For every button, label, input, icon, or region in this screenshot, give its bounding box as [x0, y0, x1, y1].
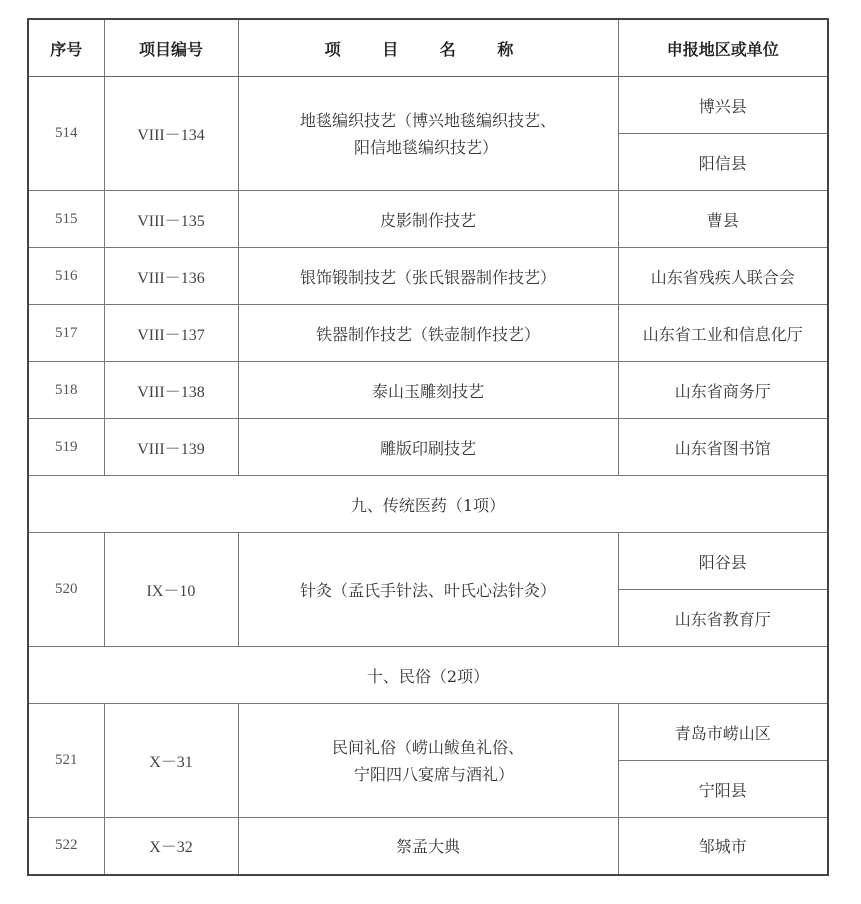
table-row	[28, 191, 828, 248]
applicant-unit: 曹县	[618, 191, 828, 248]
header-applicant-unit: 申报地区或单位	[618, 19, 828, 77]
item-code: VIII－139	[104, 419, 238, 476]
serial-no: 520	[28, 533, 104, 647]
applicant-unit: 青岛市崂山区	[618, 704, 828, 761]
serial-no: 518	[28, 362, 104, 419]
item-code: VIII－137	[104, 305, 238, 362]
table-row	[28, 419, 828, 476]
section-row	[28, 647, 828, 704]
serial-no: 515	[28, 191, 104, 248]
table-row	[28, 77, 828, 134]
item-name: 泰山玉雕刻技艺	[238, 362, 618, 419]
serial-no: 517	[28, 305, 104, 362]
item-code: VIII－138	[104, 362, 238, 419]
table-row	[28, 305, 828, 362]
item-code: IX－10	[104, 533, 238, 647]
item-code: VIII－136	[104, 248, 238, 305]
item-code: VIII－135	[104, 191, 238, 248]
applicant-unit: 阳信县	[618, 134, 828, 191]
applicant-unit: 山东省残疾人联合会	[618, 248, 828, 305]
serial-no: 519	[28, 419, 104, 476]
table-row	[28, 248, 828, 305]
heritage-list-table	[27, 18, 829, 876]
applicant-unit: 山东省商务厅	[618, 362, 828, 419]
applicant-unit: 山东省图书馆	[618, 419, 828, 476]
header-serial-no: 序号	[28, 19, 104, 77]
header-row	[28, 19, 828, 77]
serial-no: 516	[28, 248, 104, 305]
applicant-unit: 阳谷县	[618, 533, 828, 590]
item-code: X－32	[104, 818, 238, 875]
item-code: VIII－134	[104, 77, 238, 191]
serial-no: 522	[28, 818, 104, 875]
serial-no: 521	[28, 704, 104, 818]
applicant-unit: 宁阳县	[618, 761, 828, 818]
applicant-unit: 山东省工业和信息化厅	[618, 305, 828, 362]
table-row	[28, 533, 828, 590]
item-name: 雕版印刷技艺	[238, 419, 618, 476]
table-row	[28, 818, 828, 875]
item-code: X－31	[104, 704, 238, 818]
section-row	[28, 476, 828, 533]
applicant-unit: 山东省教育厅	[618, 590, 828, 647]
item-name: 祭孟大典	[238, 818, 618, 875]
item-name: 铁器制作技艺（铁壶制作技艺）	[238, 305, 618, 362]
item-name: 针灸（孟氏手针法、叶氏心法针灸）	[238, 533, 618, 647]
item-name: 民间礼俗（崂山鲅鱼礼俗、 宁阳四八宴席与酒礼）	[238, 704, 618, 818]
header-item-code: 项目编号	[104, 19, 238, 77]
table-row	[28, 362, 828, 419]
section-heading-folk-customs: 十、民俗（2项）	[28, 647, 828, 704]
item-name: 银饰锻制技艺（张氏银器制作技艺）	[238, 248, 618, 305]
item-name: 地毯编织技艺（博兴地毯编织技艺、 阳信地毯编织技艺）	[238, 77, 618, 191]
applicant-unit: 博兴县	[618, 77, 828, 134]
applicant-unit: 邹城市	[618, 818, 828, 875]
item-name: 皮影制作技艺	[238, 191, 618, 248]
section-heading-traditional-medicine: 九、传统医药（1项）	[28, 476, 828, 533]
serial-no: 514	[28, 77, 104, 191]
table-row	[28, 704, 828, 761]
header-item-name: 项 目 名 称	[238, 19, 618, 77]
